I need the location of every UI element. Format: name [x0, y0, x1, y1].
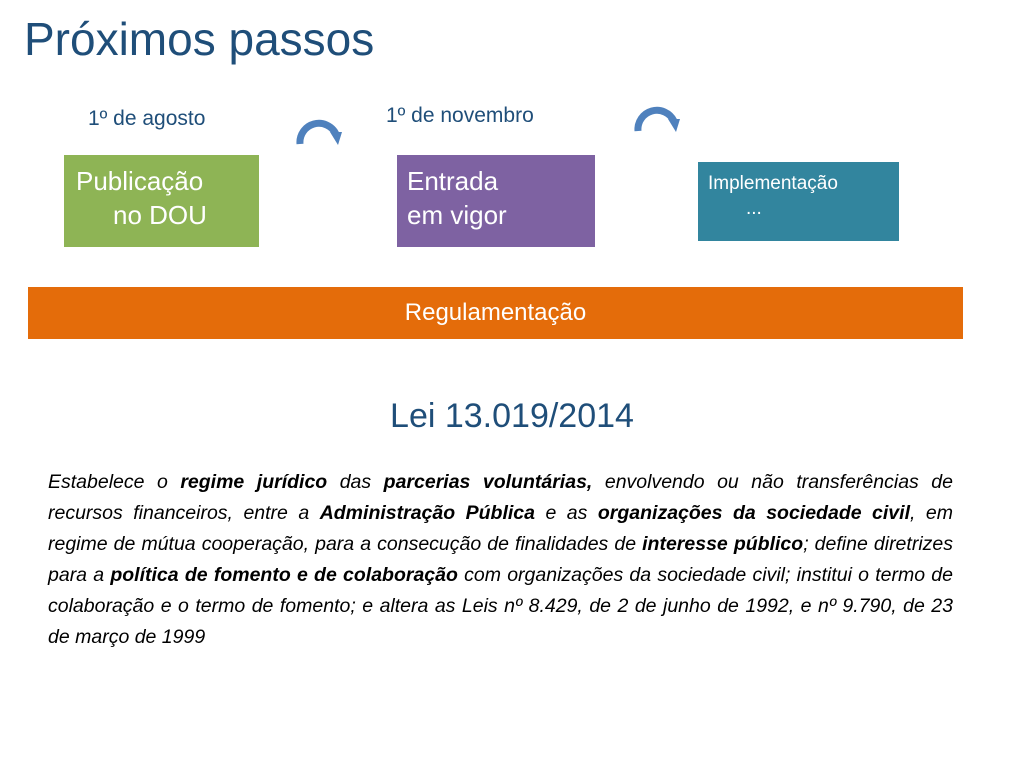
description-text-1: Estabelece o [48, 471, 181, 493]
description-text-6: ; define diretrizes para a [48, 533, 953, 586]
description-text-7: com organizações da sociedade civil; institui o termo de colaboração e o termo de fomento; e altera as Leis nº 8.429, de 2 de junho de 1992, e nº 9.790, de 23 de março de 1999 [48, 564, 953, 648]
date-label-august: 1º de agosto [88, 107, 206, 130]
description-text-5: , em regime de mútua cooperação, para a consecução de finalidades de [48, 502, 953, 555]
step-publicacao-line2: no DOU [113, 199, 207, 230]
step-publicacao-box [64, 155, 259, 247]
step-entrada-line1: Entrada [407, 166, 499, 196]
law-description [48, 467, 953, 653]
step-implementacao-box [698, 162, 899, 241]
description-bold-4: organizações da sociedade civil [597, 502, 910, 524]
date-label-november: 1º de novembro [386, 104, 534, 127]
description-text-4: e as [534, 502, 598, 524]
description-bold-5: interesse público [642, 533, 804, 555]
description-text-3: envolvendo ou não transferências de recursos financeiros, entre a [48, 471, 953, 524]
description-bold-3: Administração Pública [319, 502, 535, 524]
curved-arrow-icon [294, 110, 344, 152]
description-bold-2: parcerias voluntárias, [383, 471, 593, 493]
step-implementacao-line2: ... [746, 197, 762, 219]
description-text-2: das [327, 471, 384, 493]
law-title: Lei 13.019/2014 [390, 397, 634, 435]
step-entrada-line2: em vigor [407, 199, 507, 230]
step-publicacao-line1: Publicação [76, 166, 204, 196]
step-entrada-box [397, 155, 595, 247]
curved-arrow-icon [632, 97, 682, 139]
slide-title: Próximos passos [24, 13, 375, 65]
regulamentacao-bar [28, 287, 963, 339]
regulamentacao-label: Regulamentação [404, 299, 587, 326]
description-bold-6: política de fomento e de colaboração [110, 564, 458, 586]
step-implementacao-line1: Implementação [708, 173, 838, 194]
description-bold-1: regime jurídico [180, 471, 328, 493]
